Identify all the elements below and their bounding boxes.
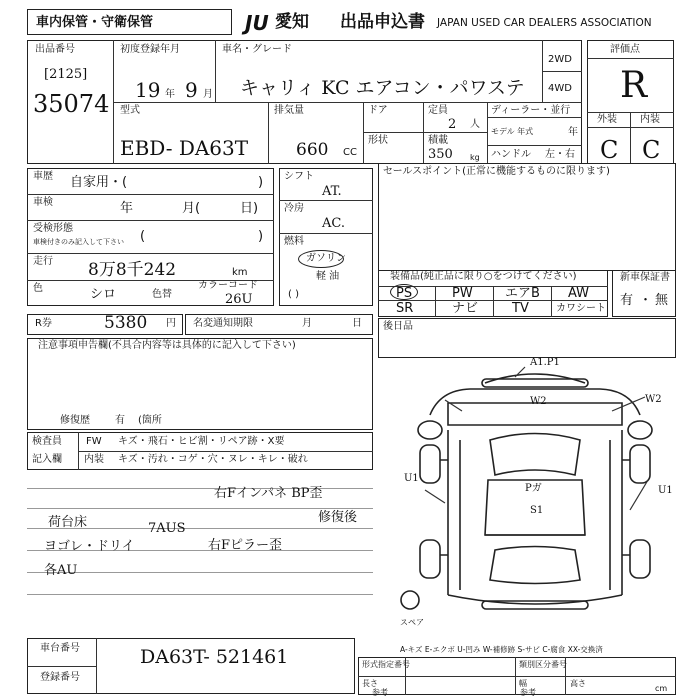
inspection-day-unit: 日) [240, 201, 259, 216]
warranty-yes: 有 [620, 293, 634, 308]
receipt-label: 受検形態 [33, 223, 73, 234]
mileage-label: 走行 [33, 256, 53, 267]
chassis-label: 車台番号 [40, 643, 80, 654]
equip-airbag: エアB [505, 286, 540, 301]
handle-label: ハンドル [491, 149, 531, 160]
association-logo [245, 11, 685, 35]
drive-2wd: 2WD [548, 54, 572, 65]
displacement-value: 660 [296, 140, 329, 160]
rating-value: R [620, 65, 648, 106]
color-value: シロ [90, 287, 117, 302]
aircon-value: AC. [322, 216, 346, 231]
rating-label: 評価点 [610, 44, 640, 55]
recycle-unit: 円 [166, 318, 176, 329]
aircon-label: 冷房 [284, 203, 304, 214]
diagram-roof-mark: Pガ [525, 483, 542, 494]
note-mid-a: 7AUS [148, 521, 186, 536]
diagram-spare-label: スペア [400, 618, 424, 627]
note-left-line1: 荷台床 [48, 515, 88, 530]
repair-history-detail: (箇所 [138, 415, 162, 426]
inspector-interior-label: 内装 [84, 454, 104, 465]
fuel-paren: ( ) [288, 289, 299, 300]
equip-ps: PS [396, 286, 413, 301]
shape-label: 形状 [368, 135, 388, 146]
diagram-roof-mark-2: S1 [530, 505, 544, 516]
history-label: 車歴 [33, 171, 53, 182]
height-label: 高さ [570, 679, 586, 688]
note-mid-b: 右Fピラー歪 [208, 538, 283, 553]
diagram-u1-left: U1 [404, 473, 419, 484]
post-fit-label: 後日品 [383, 321, 413, 332]
recycle-label: R券 [35, 318, 52, 329]
equip-pw: PW [452, 286, 473, 301]
note-left-line2: ヨゴレ・ドリイ [44, 539, 135, 554]
color-label: 色 [33, 283, 43, 294]
width-label: 幅 [519, 679, 527, 688]
color-code-value: 26U [225, 292, 253, 307]
fuel-option1: ガソリン [306, 253, 346, 264]
equip-tv: TV [512, 301, 529, 316]
note-right-line2: 修復後 [318, 510, 358, 525]
shift-value: AT. [322, 184, 342, 199]
chassis-value: DA63T- 521461 [140, 646, 289, 668]
class-label: 類別区分番号 [519, 660, 567, 669]
history-close: ) [258, 175, 264, 190]
load-unit: kg [470, 153, 480, 162]
type-label: 型式 [120, 105, 140, 116]
registration-year-unit: 年 [165, 89, 175, 100]
registration-number-label: 登録番号 [40, 672, 80, 683]
storage-label: 車内保管・守衛保管 [36, 15, 154, 30]
receipt-close: ) [258, 229, 264, 244]
history-value: 自家用・( [70, 175, 128, 190]
model-year-unit: 年 [568, 127, 578, 138]
registration-year: 19 [135, 78, 161, 102]
equipment-label: 装備品(純正品に限り○をつけてください) [390, 271, 577, 282]
shift-label: シフト [284, 171, 314, 182]
exterior-value: C [600, 136, 619, 164]
color-change-label: 色替 [152, 289, 172, 300]
inspection-month-unit: 月( [182, 201, 201, 216]
cert-label: 形式指定番号 [362, 660, 410, 669]
drive-4wd: 4WD [548, 83, 572, 94]
capacity-value: 2 [448, 117, 457, 132]
repair-history-label: 修復歴 [60, 415, 90, 426]
warranty-label: 新車保証書 [620, 272, 670, 283]
diagram-u1-right: U1 [658, 485, 673, 496]
displacement-label: 排気量 [274, 105, 304, 116]
english-title: JAPAN USED CAR DEALERS ASSOCIATION [437, 17, 652, 29]
warranty-no: 無 [655, 293, 669, 308]
equip-aw: AW [568, 286, 590, 301]
registration-label: 初度登録年月 [120, 44, 180, 55]
recycle-value: 5380 [104, 313, 148, 333]
lot-label: 出品番号 [35, 44, 75, 55]
diagram-w2-right: W2 [645, 394, 662, 405]
door-label: ドア [368, 105, 388, 116]
repair-history-value: 有 [115, 415, 125, 426]
post-fit-box [378, 318, 676, 358]
note-right-line1: 右Fインパネ BP歪 [214, 486, 323, 501]
length-label: 長さ [362, 679, 378, 688]
fuel-option2: 軽 油 [316, 271, 340, 282]
notes-label: 注意事項申告欄(不具合内容等は具体的に記入して下さい) [38, 340, 296, 351]
cm-unit: cm [655, 684, 668, 693]
storage-label-box [27, 9, 232, 35]
color-code-label: カラーコード [198, 280, 258, 291]
exterior-label: 外装 [597, 114, 617, 125]
equip-navi: ナビ [452, 301, 479, 316]
fuel-label: 燃料 [284, 236, 304, 247]
inspector-label-1: 検査員 [32, 436, 62, 447]
org-name: 愛知 [275, 12, 309, 32]
registration-month-unit: 月 [203, 89, 213, 100]
note-left-line3: 各AU [44, 563, 78, 578]
selling-points-label: セールスポイント(正常に機能するものに限ります) [383, 166, 610, 177]
inspector-fw-label: FW [86, 436, 102, 447]
diagram-top-mark: A1.P1 [530, 357, 560, 368]
damage-legend: A-キズ E-エクボ U-凹み W-補修跡 S-サビ C-腐食 XX-交換済 [400, 645, 603, 654]
capacity-unit: 人 [470, 119, 480, 130]
import-label: ディーラー・並行 [491, 105, 571, 116]
equip-leather: カワシート [556, 303, 606, 314]
load-label: 積載 [428, 135, 448, 146]
doc-title: 出品申込書 [340, 12, 425, 32]
diagram-w2-left: W2 [530, 396, 547, 407]
name-change-month-unit: 月 [302, 318, 312, 329]
ref-2: 参考 [520, 688, 536, 697]
name-change-label: 名変通知期限 [193, 318, 253, 329]
interior-value: C [642, 136, 661, 164]
receipt-open: ( [140, 229, 146, 244]
name-change-day-unit: 日 [352, 318, 362, 329]
inspector-interior-items: キズ・汚れ・コゲ・穴・ヌレ・キレ・破れ [118, 454, 308, 465]
receipt-note: 車検付きのみ記入して下さい [33, 238, 124, 246]
selling-points-box [378, 163, 676, 271]
handle-options: 左・右 [545, 149, 575, 160]
interior-label: 内装 [640, 114, 660, 125]
capacity-label: 定員 [428, 105, 448, 116]
ref-1: 参考 [372, 688, 388, 697]
inspector-fw-items: キズ・飛石・ヒビ割・リペア跡・X要 [118, 436, 285, 447]
load-value: 350 [428, 147, 453, 162]
mileage-unit: km [232, 267, 248, 278]
model-label: 車名・グレード [222, 44, 292, 55]
type-value: EBD- DA63T [120, 136, 249, 160]
model-value: キャリィ KC エアコン・パワステ [240, 77, 525, 99]
inspector-label-2: 記入欄 [32, 454, 62, 465]
mileage-value: 8万8千242 [88, 260, 177, 280]
lot-number: 35074 [33, 90, 110, 118]
ju-logo: JU [245, 11, 269, 35]
displacement-unit: CC [343, 147, 357, 158]
inspection-label: 車検 [33, 197, 53, 208]
lot-sub-number: [2125] [44, 67, 88, 82]
model-year-label: モデル 年式 [491, 127, 534, 136]
registration-month: 9 [185, 78, 198, 102]
equip-sr: SR [396, 301, 414, 316]
inspection-year-unit: 年 [120, 201, 134, 216]
